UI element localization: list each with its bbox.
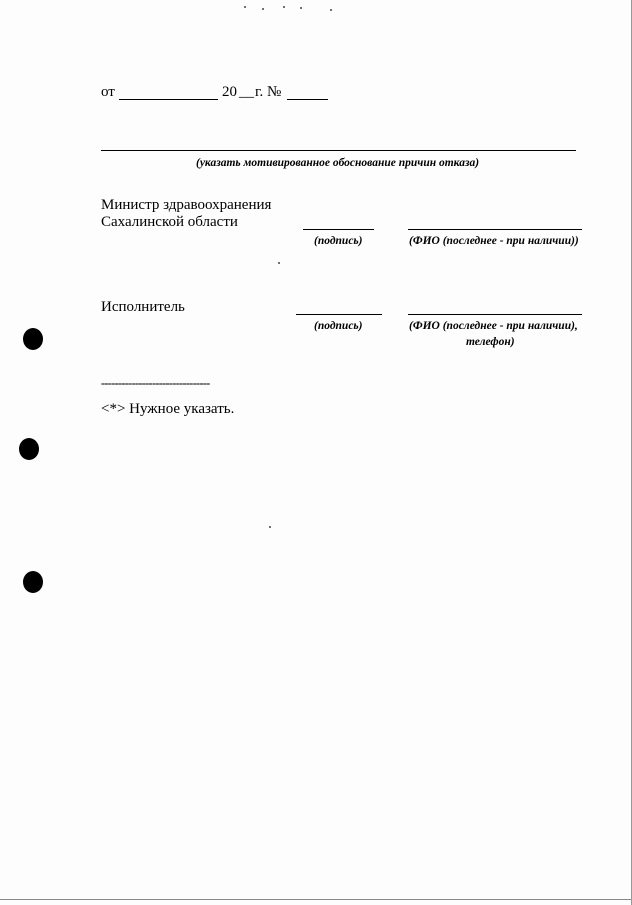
scan-speck	[300, 7, 302, 9]
punch-hole-top	[23, 328, 43, 350]
minister-name-caption: (ФИО (последнее - при наличии))	[409, 235, 579, 247]
minister-signature-caption: (подпись)	[314, 235, 363, 247]
executor-title: Исполнитель	[101, 299, 185, 315]
footnote-separator: --------------------------------	[101, 376, 210, 390]
scan-speck	[244, 6, 246, 8]
executor-signature-caption: (подпись)	[314, 320, 363, 332]
scan-speck	[269, 526, 271, 528]
date-blank-line	[119, 99, 218, 100]
footnote-text: <*> Нужное указать.	[101, 401, 235, 417]
executor-name-line	[408, 314, 582, 315]
year-suffix-number-label: г. №	[255, 84, 282, 100]
from-label: от	[101, 84, 115, 100]
scan-speck	[283, 6, 285, 8]
scan-speck	[330, 9, 332, 11]
executor-name-caption-line2: телефон)	[466, 336, 515, 348]
scan-speck	[278, 262, 280, 264]
number-blank-line	[287, 99, 328, 100]
scan-speck	[262, 8, 264, 10]
minister-title-line2: Сахалинской области	[101, 214, 238, 230]
punch-hole-middle	[19, 438, 39, 460]
minister-signature-line	[303, 229, 374, 230]
minister-name-line	[408, 229, 582, 230]
executor-name-caption-line1: (ФИО (последнее - при наличии),	[409, 320, 578, 332]
minister-title-line1: Министр здравоохранения	[101, 197, 272, 213]
refusal-reason-line	[101, 150, 576, 151]
year-blank: __	[239, 84, 254, 100]
refusal-caption: (указать мотивированное обоснование причин отказа)	[196, 157, 480, 169]
year-prefix: 20	[222, 84, 237, 100]
executor-signature-line	[296, 314, 382, 315]
page-bottom-edge	[0, 899, 632, 900]
punch-hole-bottom	[23, 571, 43, 593]
